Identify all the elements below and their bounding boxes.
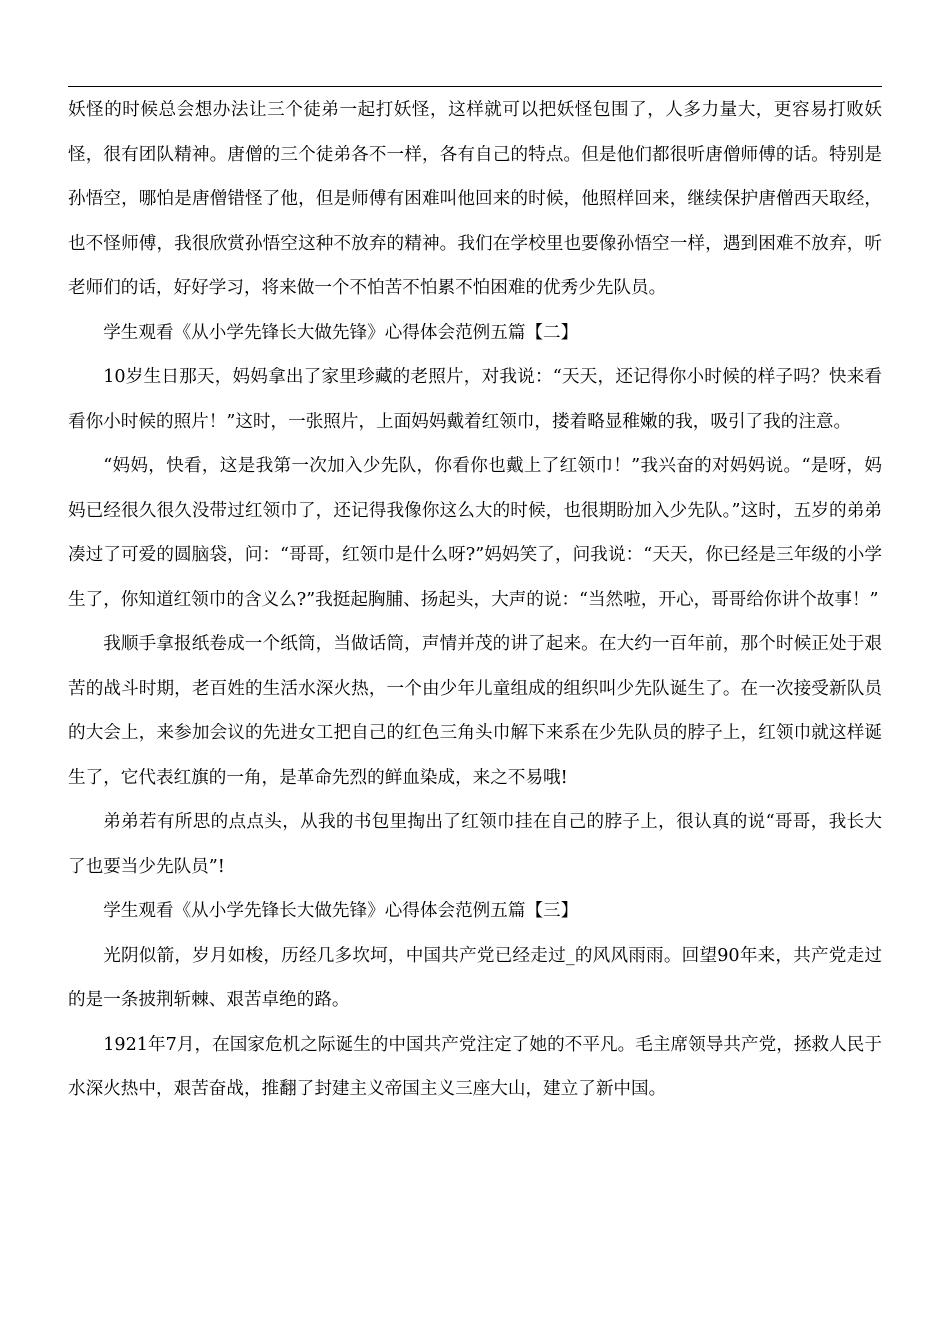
section-heading-2: 学生观看《从小学先锋长大做先锋》心得体会范例五篇【二】 [103,322,579,343]
paragraph-story: 我顺手拿报纸卷成一个纸筒，当做话筒，声情并茂的讲了起来。在大约一百年前，那个时候正处于艰苦的战斗时期，老百姓的生活水深火热，一个由少年儿童组成的组织叫少先队诞生了。在一次接受新队员的大会上，来参加会议的先进女工把自己的红色三角头巾解下来系在少先队员的脖子上，红领巾就这样诞生了，它代表红旗的一角，是革命先烈的鲜血染成，来之不易哦! [68,634,882,788]
paragraph-founding: 1921年7月，在国家危机之际诞生的中国共产党注定了她的不平凡。毛主席领导共产党，拯救人民于水深火热中，艰苦奋战，推翻了封建主义帝国主义三座大山，建立了新中国。 [68,1034,882,1099]
paragraph-birthday: 10岁生日那天，妈妈拿出了家里珍藏的老照片，对我说：“天天，还记得你小时候的样子吗？快来看看你小时候的照片！”这时，一张照片，上面妈妈戴着红领巾，搂着略显稚嫩的我，吸引了我的注意。 [68,367,882,432]
paragraph-party-history: 光阴似箭，岁月如梭，历经几多坎坷，中国共产党已经走过_的风风雨雨。回望90年来，共产党走过的是一条披荆斩棘、艰苦卓绝的路。 [68,945,882,1010]
paragraph-continued: 妖怪的时候总会想办法让三个徒弟一起打妖怪，这样就可以把妖怪包围了，人多力量大，更容易打败妖怪，很有团队精神。唐僧的三个徒弟各不一样，各有自己的特点。但是他们都很听唐僧师傅的话。特别是孙悟空，哪怕是唐僧错怪了他，但是师傅有困难叫他回来的时候，他照样回来，继续保护唐僧西天取经，也不怪师傅，我很欣赏孙悟空这种不放弃的精神。我们在学校里也要像孙悟空一样，遇到困难不放弃，听老师们的话，好好学习，将来做一个不怕苦不怕累不怕困难的优秀少先队员。 [68,100,882,298]
paragraph-dialogue: “妈妈，快看，这是我第一次加入少先队，你看你也戴上了红领巾！”我兴奋的对妈妈说。“是呀，妈妈已经很久很久没带过红领巾了，还记得我像你这么大的时候，也很期盼加入少先队。”这时，五岁的弟弟凑过了可爱的圆脑袋，问：“哥哥，红领巾是什么呀?”妈妈笑了，问我说：“天天，你已经是三年级的小学生了，你知道红领巾的含义么?”我挺起胸脯、扬起头，大声的说：“当然啦，开心，哥哥给你讲个故事！” [68,456,882,610]
document-body [68,88,882,1112]
header-rule [68,86,882,87]
paragraph-brother: 弟弟若有所思的点点头，从我的书包里掏出了红领巾挂在自己的脖子上，很认真的说“哥哥，我长大了也要当少先队员”! [68,812,882,877]
section-heading-3: 学生观看《从小学先锋长大做先锋》心得体会范例五篇【三】 [103,901,579,921]
